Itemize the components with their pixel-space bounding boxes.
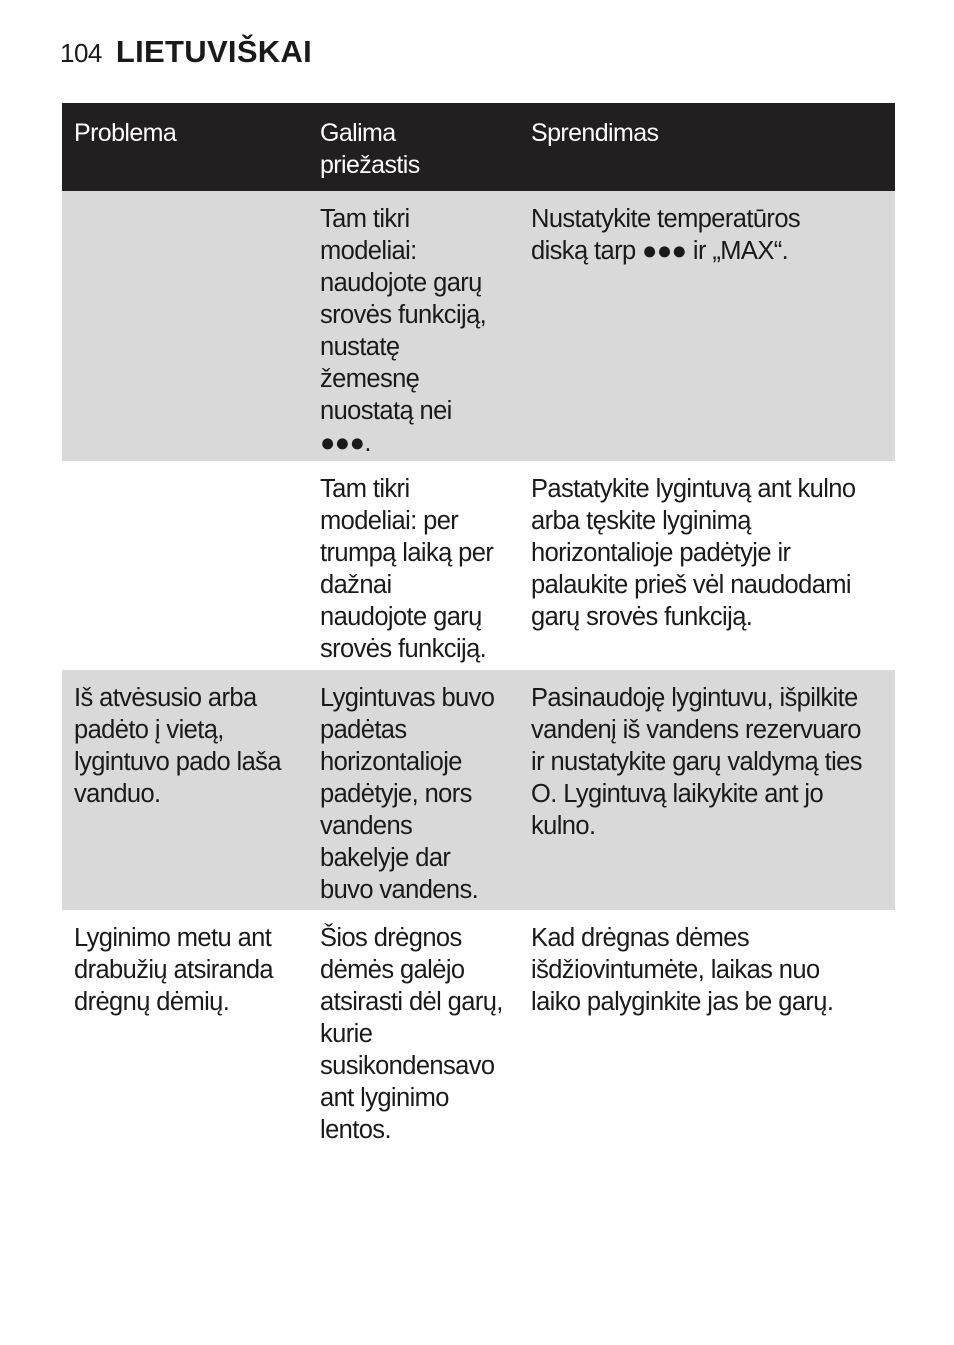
column-header-cause: Galima priežastis [320, 119, 420, 179]
section-title: LIETUVIŠKAI [115, 34, 313, 69]
table-row [62, 670, 895, 910]
table-row [62, 461, 895, 670]
page-header [60, 34, 312, 74]
problem-cell: Lyginimo metu ant drabužių atsiranda drėgnų dėmių. [74, 924, 274, 1016]
cause-cell: Tam tikri modeliai: naudojote garų srovės funkciją, nustatę žemesnę nuostatą nei ●●●. [320, 205, 487, 457]
solution-cell: Kad drėgnas dėmes išdžiovintumėte, laikas nuo laiko palyginkite jas be garų. [531, 924, 834, 1016]
problem-cell: Iš atvėsusio arba padėto į vietą, lygintuvo pado laša vanduo. [74, 684, 281, 808]
problem-cell [62, 461, 308, 670]
table-row [62, 910, 895, 1150]
solution-cell: Nustatykite temperatūros diską tarp ●●● ir „MAX“. [531, 205, 801, 265]
problem-cell [62, 191, 308, 461]
table-row [62, 191, 895, 461]
solution-cell: Pasinaudoję lygintuvu, išpilkite vandenį iš vandens rezervuaro ir nustatykite garų valdymą ties O. Lygintuvą laikykite ant jo kulno. [531, 684, 862, 840]
cause-cell: Šios drėgnos dėmės galėjo atsirasti dėl garų, kurie susikondensavo ant lyginimo lentos. [320, 924, 503, 1144]
cause-cell: Tam tikri modeliai: per trumpą laiką per dažnai naudojote garų srovės funkciją. [320, 475, 494, 663]
column-header-solution: Sprendimas [531, 119, 659, 147]
cause-cell: Lygintuvas buvo padėtas horizontalioje padėtyje, nors vandens bakelyje dar buvo vandens. [320, 684, 495, 904]
table-header-row [62, 103, 895, 191]
page-number: 104 [60, 38, 102, 68]
troubleshooting-table [62, 103, 895, 1150]
solution-cell: Pastatykite lygintuvą ant kulno arba tęskite lyginimą horizontalioje padėtyje ir palaukite prieš vėl naudodami garų srovės funkciją. [531, 475, 856, 631]
column-header-problem: Problema [74, 119, 177, 147]
